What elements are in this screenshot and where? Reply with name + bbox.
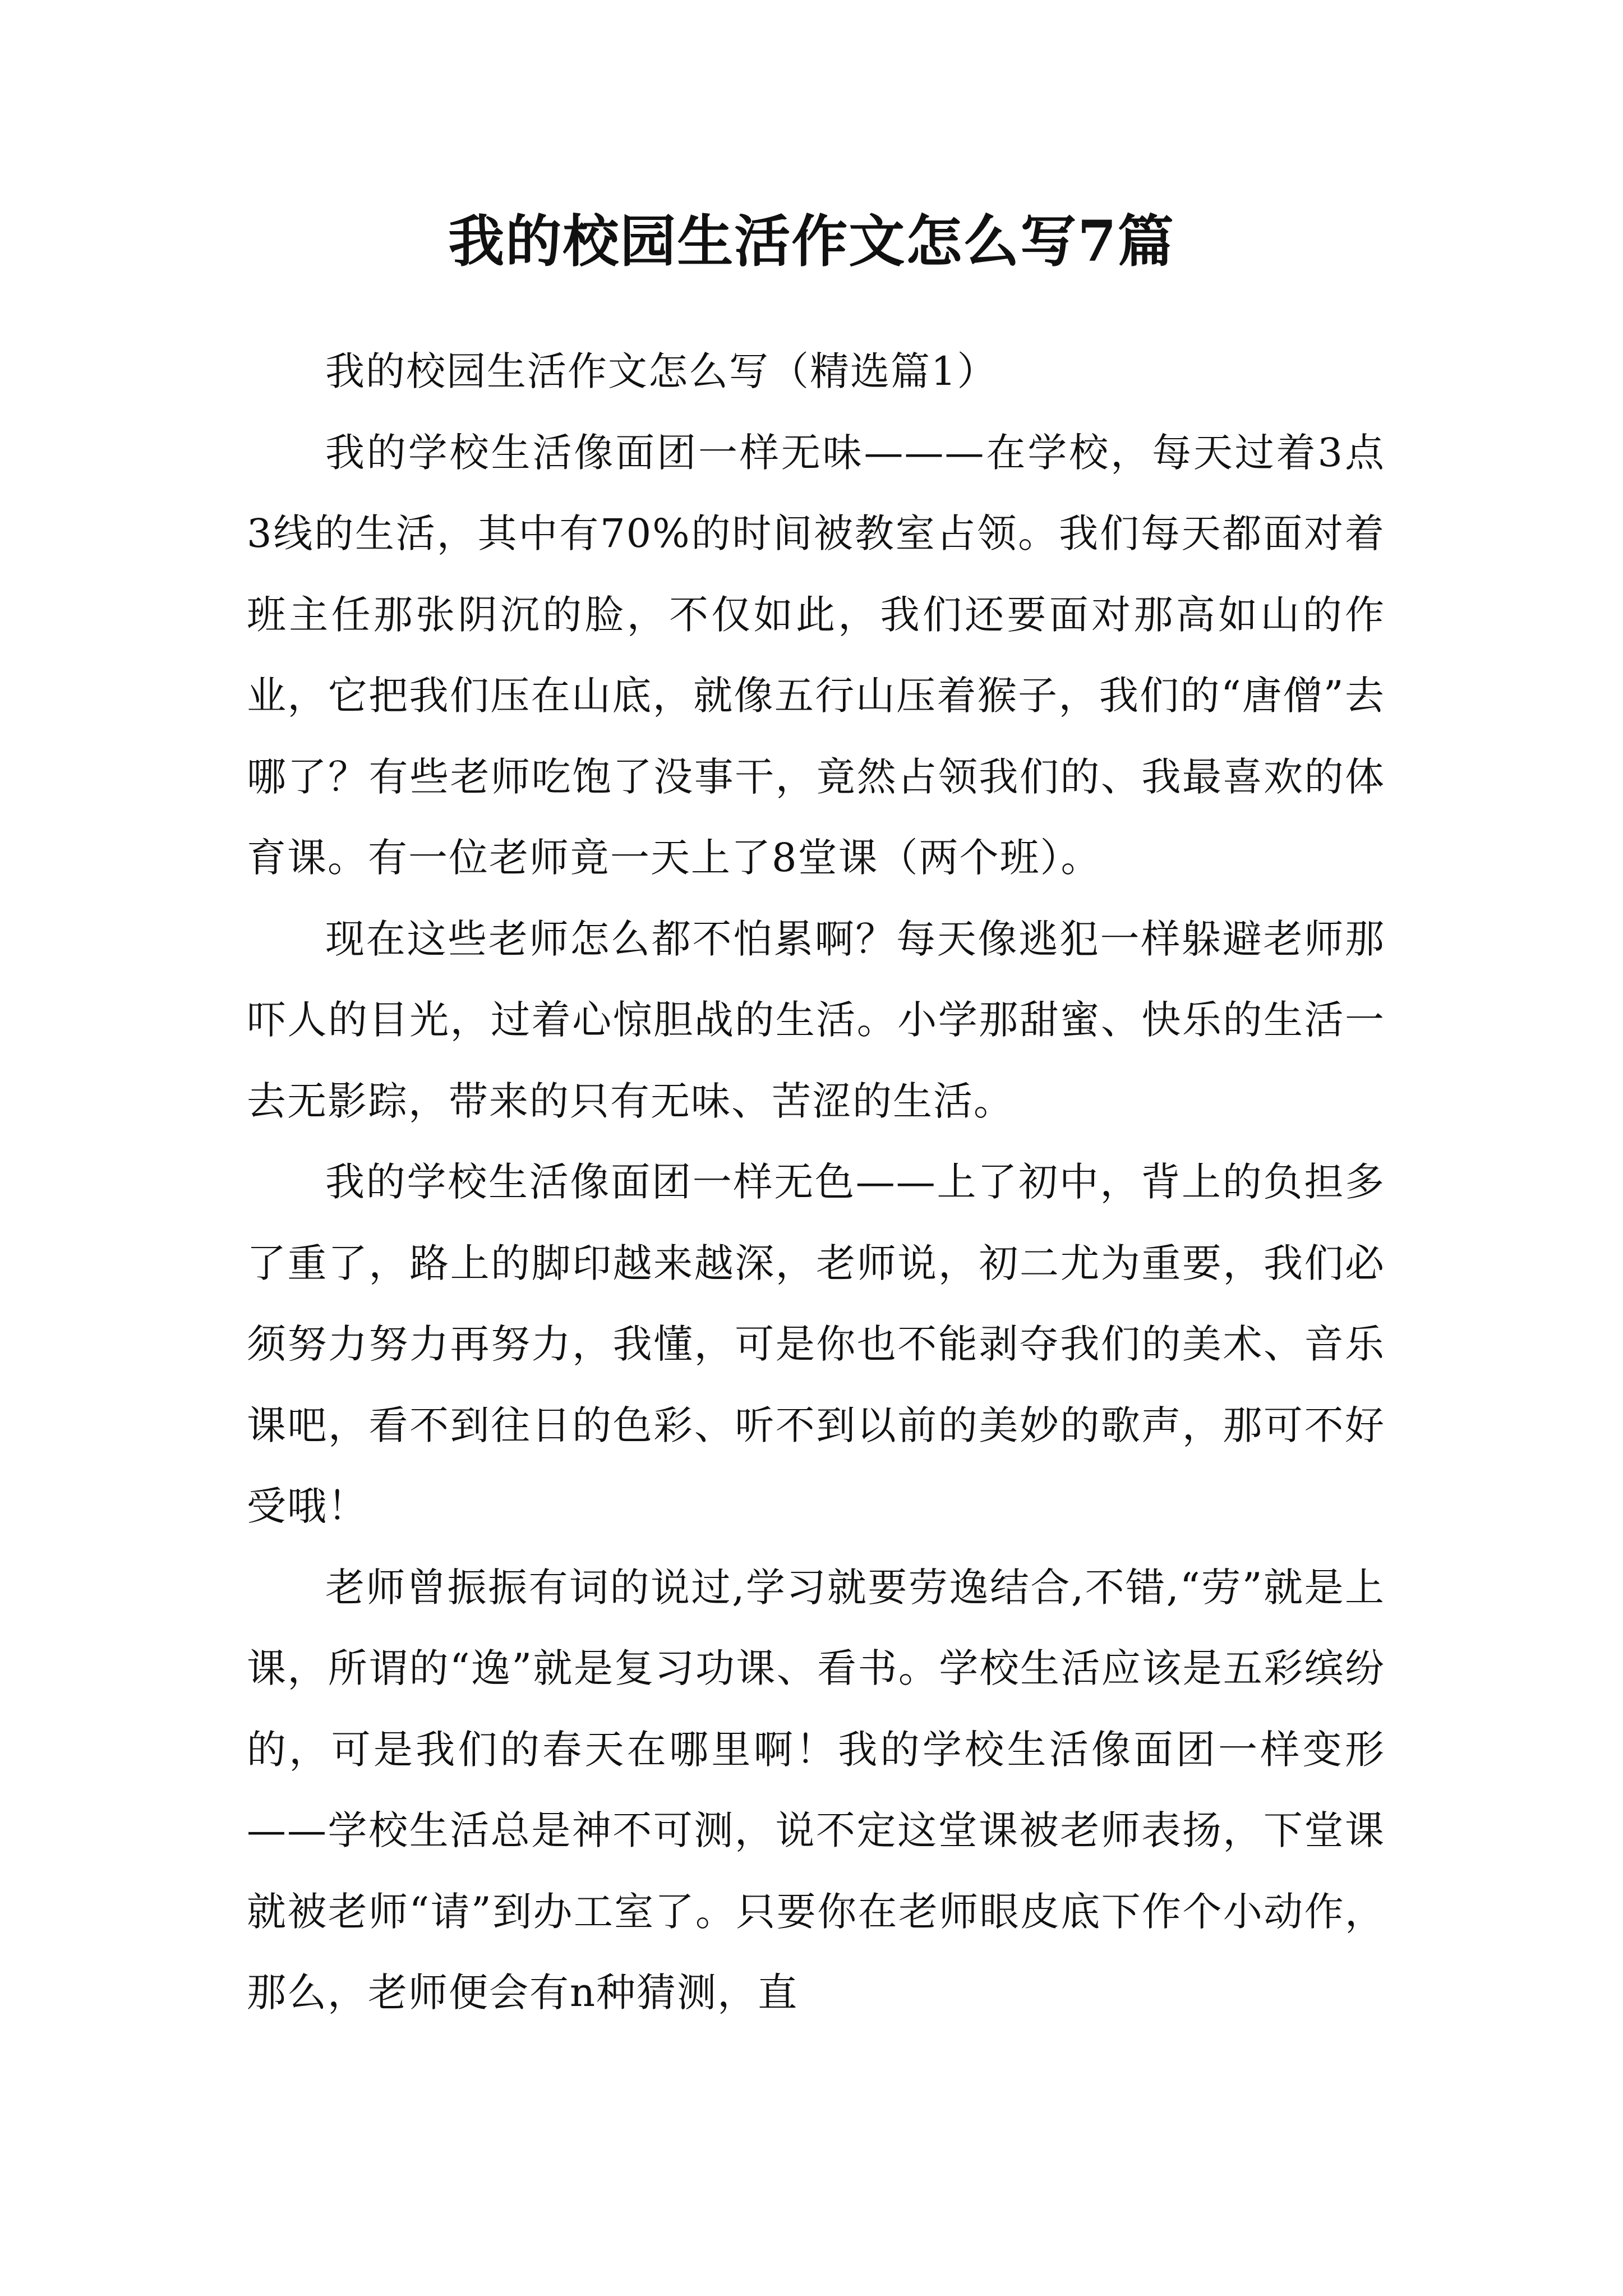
section-heading: 我的校园生活作文怎么写（精选篇1） — [325, 348, 998, 394]
paragraph: 现在这些老师怎么都不怕累啊？每天像逃犯一样躲避老师那吓人的目光，过着心惊胆战的生活。小学那甜蜜、快乐的生活一去无影踪，带来的只有无味、苦涩的生活。 — [247, 915, 1385, 1124]
document-title: 我的校园生活作文怎么写7篇 — [448, 208, 1175, 274]
paragraph: 我的学校生活像面团一样无味———在学校，每天过着3点3线的生活，其中有70%的时间被教室占领。我们每天都面对着班主任那张阴沉的脸，不仅如此，我们还要面对那高如山的作业，它把我们压在山底，就像五行山压着猴子，我们的“唐僧”去哪了？有些老师吃饱了没事干，竟然占领我们的、我最喜欢的体育课。有一位老师竟一天上了8堂课（两个班）。 — [247, 429, 1385, 881]
paragraph: 我的学校生活像面团一样无色——上了初中，背上的负担多了重了，路上的脚印越来越深，老师说，初二尤为重要，我们必须努力努力再努力，我懂，可是你也不能剥夺我们的美术、音乐课吧，看不到往日的色彩、听不到以前的美妙的歌声，那可不好受哦！ — [247, 1159, 1385, 1529]
paragraph: 老师曾振振有词的说过,学习就要劳逸结合,不错,“劳”就是上课，所谓的“逸”就是复习功课、看书。学校生活应该是五彩缤纷的，可是我们的春天在哪里啊！我的学校生活像面团一样变形——学校生活总是神不可测，说不定这堂课被老师表扬，下堂课就被老师“请”到办工室了。只要你在老师眼皮底下作个小动作，那么，老师便会有n种猜测，直 — [247, 1564, 1385, 2016]
document-body — [247, 331, 1385, 2033]
